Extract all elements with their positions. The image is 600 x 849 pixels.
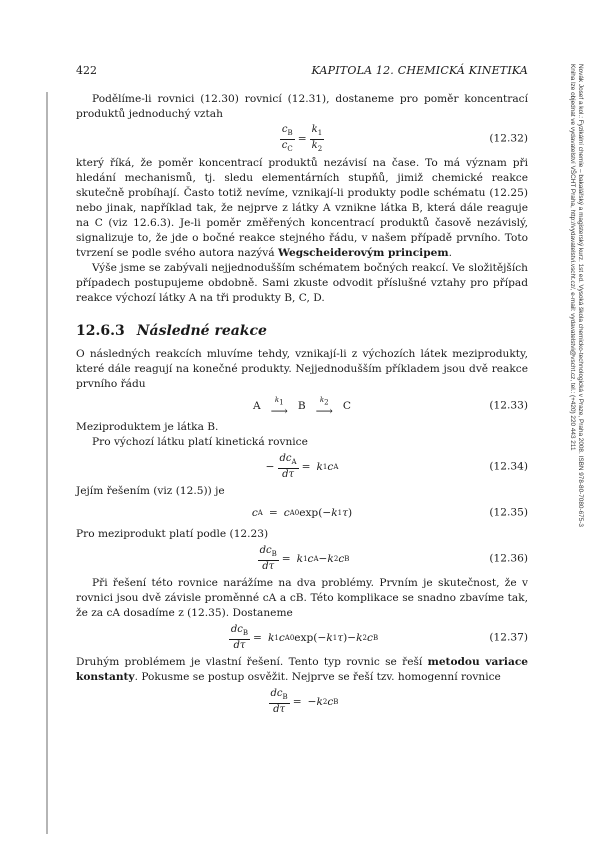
fraction-dcb-dtau: $\frac{dc_B}{d\tau}$	[270, 688, 288, 715]
paragraph-10: Druhým problémem je vlastní řešení. Tento typ rovnic se řeší metodou variace konstanty. Pokusme se postup osvěžit. Nejprve se řeší tzv. homogenní rovnice	[76, 656, 529, 683]
equation-12-35: c A = c A0 exp(− k 1 τ ) (12.35)	[251, 506, 528, 519]
fraction-dcb-dtau: $\frac{dc_B}{d\tau}$	[259, 545, 277, 572]
equation-12-32: $\frac{c_B}{c_C}$ = $\frac{k_1}{k_2}$ (12.32)	[281, 123, 528, 153]
chapter-title: KAPITOLA 12. CHEMICKÁ KINETIKA	[311, 64, 528, 77]
paragraph-2: který říká, že poměr koncentrací produktů nezávisí na čase. To má význam při hledání mechanismů, tj. sledu elementárních stupňů, jimiž chemické reakce skutečně probíhají. Často totiž nevíme, vznikají-li produkty podle schématu (12.25) nebo jinak, například tak, že nejprve z látky A vznikne látka B, která dále reaguje na C (viz 12.6.3). Je-li poměr změřených koncentrací produktů časově nezávislý, signalizuje to, že jde o bočné reakce stejného řádu, v našem případě prvního. Toto tvrzení se podle svého autora nazývá Wegscheiderovým principem.	[76, 157, 528, 259]
side-citation-line-2: Kniha lze objednat ve vydavatelství VŠCHT Praha, http://vydavatelstvi.vscht.cz/, e-mail: vydavatelstvi@vscht.cz, tel.: (+420) 220 443 211	[569, 64, 576, 451]
section-number: 12.6.3	[76, 323, 125, 339]
section-title: Následné reakce	[136, 323, 267, 339]
equation-12-33: A $k_1$ ⟶ B $k_2$ ⟶ C (12.33)	[253, 395, 528, 419]
side-citation-line-1: Novák Josef a kol.: Fyzikální chemie – bakalářský a magisterský kurz. 1st ed. Vysoká škola chemicko-technologická v Praze, Praha 2008. ISBN 978-80-7080-675-3	[577, 64, 584, 527]
reaction-arrow-2: $k_2$ ⟶	[315, 395, 333, 419]
equation-12-36: $\frac{dc_B}{d\tau}$ = k 1 c A − k 2 c B (12.36)	[259, 545, 528, 572]
reaction-arrow-1: $k_1$ ⟶	[270, 395, 288, 419]
section-heading	[76, 324, 528, 339]
paragraph-8: Pro meziprodukt platí podle (12.23)	[76, 528, 269, 540]
equation-12-34: − $\frac{dc_A}{d\tau}$ = k 1 c A (12.34)	[265, 453, 528, 480]
paragraph-5: Meziproduktem je látka B.	[76, 421, 219, 433]
paragraph-9: Při řešení této rovnice narážíme na dva problémy. Prvním je skutečnost, že v rovnici jsou dvě závisle proměnné cA a cB. Této komplikace se snadno zbavíme tak, že za cA dosadíme z (12.35). Dostaneme	[76, 577, 528, 619]
fraction-cb-cc: $\frac{c_B}{c_C}$	[281, 123, 293, 153]
fraction-dcb-dtau: $\frac{dc_B}{d\tau}$	[230, 624, 249, 651]
equation-12-37: $\frac{dc_B}{d\tau}$ = k 1 c A0 exp(− k 1 τ ) − k 2 c B (12.37)	[230, 624, 528, 651]
paragraph-3: Výše jsme se zabývali nejjednodušším schématem bočných reakcí. Ve složitějších případech postupujeme obdobně. Sami zkuste odvodit příslušné vztahy pro případ reakce výchozí látky A na tři produkty B, C, D.	[76, 262, 528, 304]
wegscheider-principle: Wegscheiderovým principem	[277, 247, 449, 259]
equation-number: (12.35)	[489, 506, 528, 519]
body-text	[76, 92, 528, 719]
equation-homogeneous: $\frac{dc_B}{d\tau}$ = −k 2 c B	[270, 688, 339, 715]
paragraph-1: Podělíme-li rovnici (12.30) rovnicí (12.31), dostaneme pro poměr koncentrací produktů jednoduchý vztah	[76, 93, 528, 120]
fraction-k1-k2: $\frac{k_1}{k_2}$	[311, 123, 323, 153]
margin-rule	[46, 92, 48, 834]
equation-number: (12.33)	[489, 399, 528, 412]
paragraph-7: Jejím řešením (viz (12.5)) je	[76, 485, 225, 497]
fraction-dca-dtau: $\frac{dc_A}{d\tau}$	[279, 453, 297, 480]
running-header	[76, 64, 528, 80]
equation-number: (12.32)	[489, 132, 528, 145]
paragraph-6: Pro výchozí látku platí kinetická rovnice	[92, 436, 308, 448]
equation-number: (12.34)	[489, 460, 528, 473]
side-citation	[560, 64, 584, 674]
variation-of-constants: metodou variace konstanty	[76, 656, 529, 683]
equation-number: (12.37)	[489, 631, 528, 644]
paragraph-4: O následných reakcích mluvíme tehdy, vznikají-li z výchozích látek meziprodukty, které dále reagují na konečné produkty. Nejjednodušším příkladem jsou dvě reakce prvního řádu	[76, 348, 528, 390]
equation-number: (12.36)	[489, 552, 528, 565]
page-number: 422	[76, 64, 97, 77]
